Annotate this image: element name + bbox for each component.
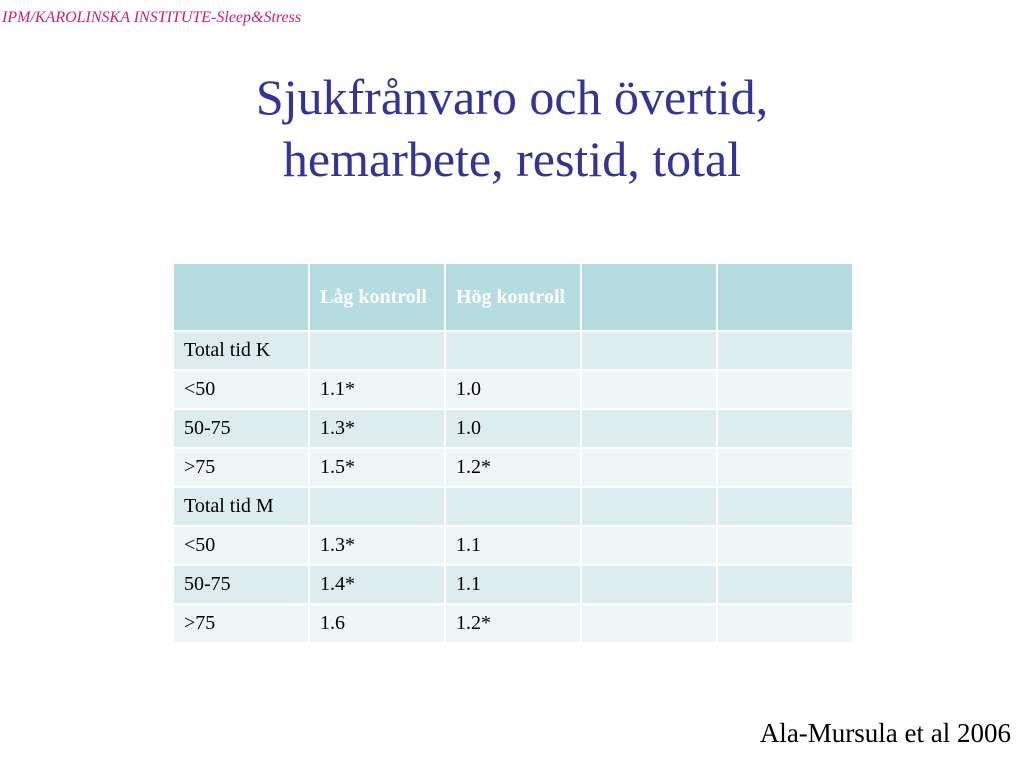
- table-cell: [581, 526, 717, 565]
- table-cell: 50-75: [173, 409, 309, 448]
- table-cell: 1.4*: [309, 565, 445, 604]
- table-header-cell: [717, 263, 853, 331]
- table-cell: [581, 487, 717, 526]
- table-cell: [717, 526, 853, 565]
- table-cell: 50-75: [173, 565, 309, 604]
- slide-title-line-1: Sjukfrånvaro och övertid,: [255, 69, 769, 125]
- table-cell: 1.2*: [445, 604, 581, 643]
- header-note: IPM/KAROLINSKA INSTITUTE-Sleep&Stress: [2, 9, 302, 26]
- table-cell: [445, 487, 581, 526]
- table-cell: [581, 604, 717, 643]
- table-row: [173, 565, 853, 604]
- table-row: [173, 409, 853, 448]
- table-cell: [717, 448, 853, 487]
- table-header-cell: Låg kontroll: [309, 263, 445, 331]
- table-cell: 1.5*: [309, 448, 445, 487]
- table-row: [173, 370, 853, 409]
- table-row: [173, 331, 853, 370]
- table-cell: 1.6: [309, 604, 445, 643]
- data-table: [172, 262, 854, 644]
- table-cell: [717, 565, 853, 604]
- table-cell: [581, 331, 717, 370]
- table-cell: [717, 604, 853, 643]
- table-cell: [581, 448, 717, 487]
- table-row: [173, 604, 853, 643]
- table-cell: 1.1*: [309, 370, 445, 409]
- table-row: [173, 526, 853, 565]
- table-cell: Total tid K: [173, 331, 309, 370]
- table-cell: 1.0: [445, 409, 581, 448]
- table-cell: [581, 370, 717, 409]
- table-row: [173, 448, 853, 487]
- table-cell: >75: [173, 604, 309, 643]
- table-cell: 1.3*: [309, 526, 445, 565]
- table-cell: >75: [173, 448, 309, 487]
- table-header-cell: Hög kontroll: [445, 263, 581, 331]
- table-cell: 1.1: [445, 526, 581, 565]
- table-cell: 1.0: [445, 370, 581, 409]
- table-cell: 1.1: [445, 565, 581, 604]
- table-cell: <50: [173, 370, 309, 409]
- table-cell: [445, 331, 581, 370]
- table-cell: [581, 565, 717, 604]
- table-cell: [309, 487, 445, 526]
- citation: Ala-Mursula et al 2006: [759, 718, 1011, 748]
- table-cell: [581, 409, 717, 448]
- table-cell: Total tid M: [173, 487, 309, 526]
- table-row: [173, 487, 853, 526]
- table-cell: [717, 487, 853, 526]
- slide-title-line-2: hemarbete, restid, total: [282, 131, 742, 187]
- table-cell: [717, 370, 853, 409]
- table-cell: [717, 409, 853, 448]
- table-cell: [309, 331, 445, 370]
- table-header-row: [173, 263, 853, 331]
- table-cell: 1.2*: [445, 448, 581, 487]
- slide-title: [0, 66, 1024, 190]
- table-cell: 1.3*: [309, 409, 445, 448]
- table-cell: <50: [173, 526, 309, 565]
- table-cell: [717, 331, 853, 370]
- table-header-cell: [581, 263, 717, 331]
- table-header-cell: [173, 263, 309, 331]
